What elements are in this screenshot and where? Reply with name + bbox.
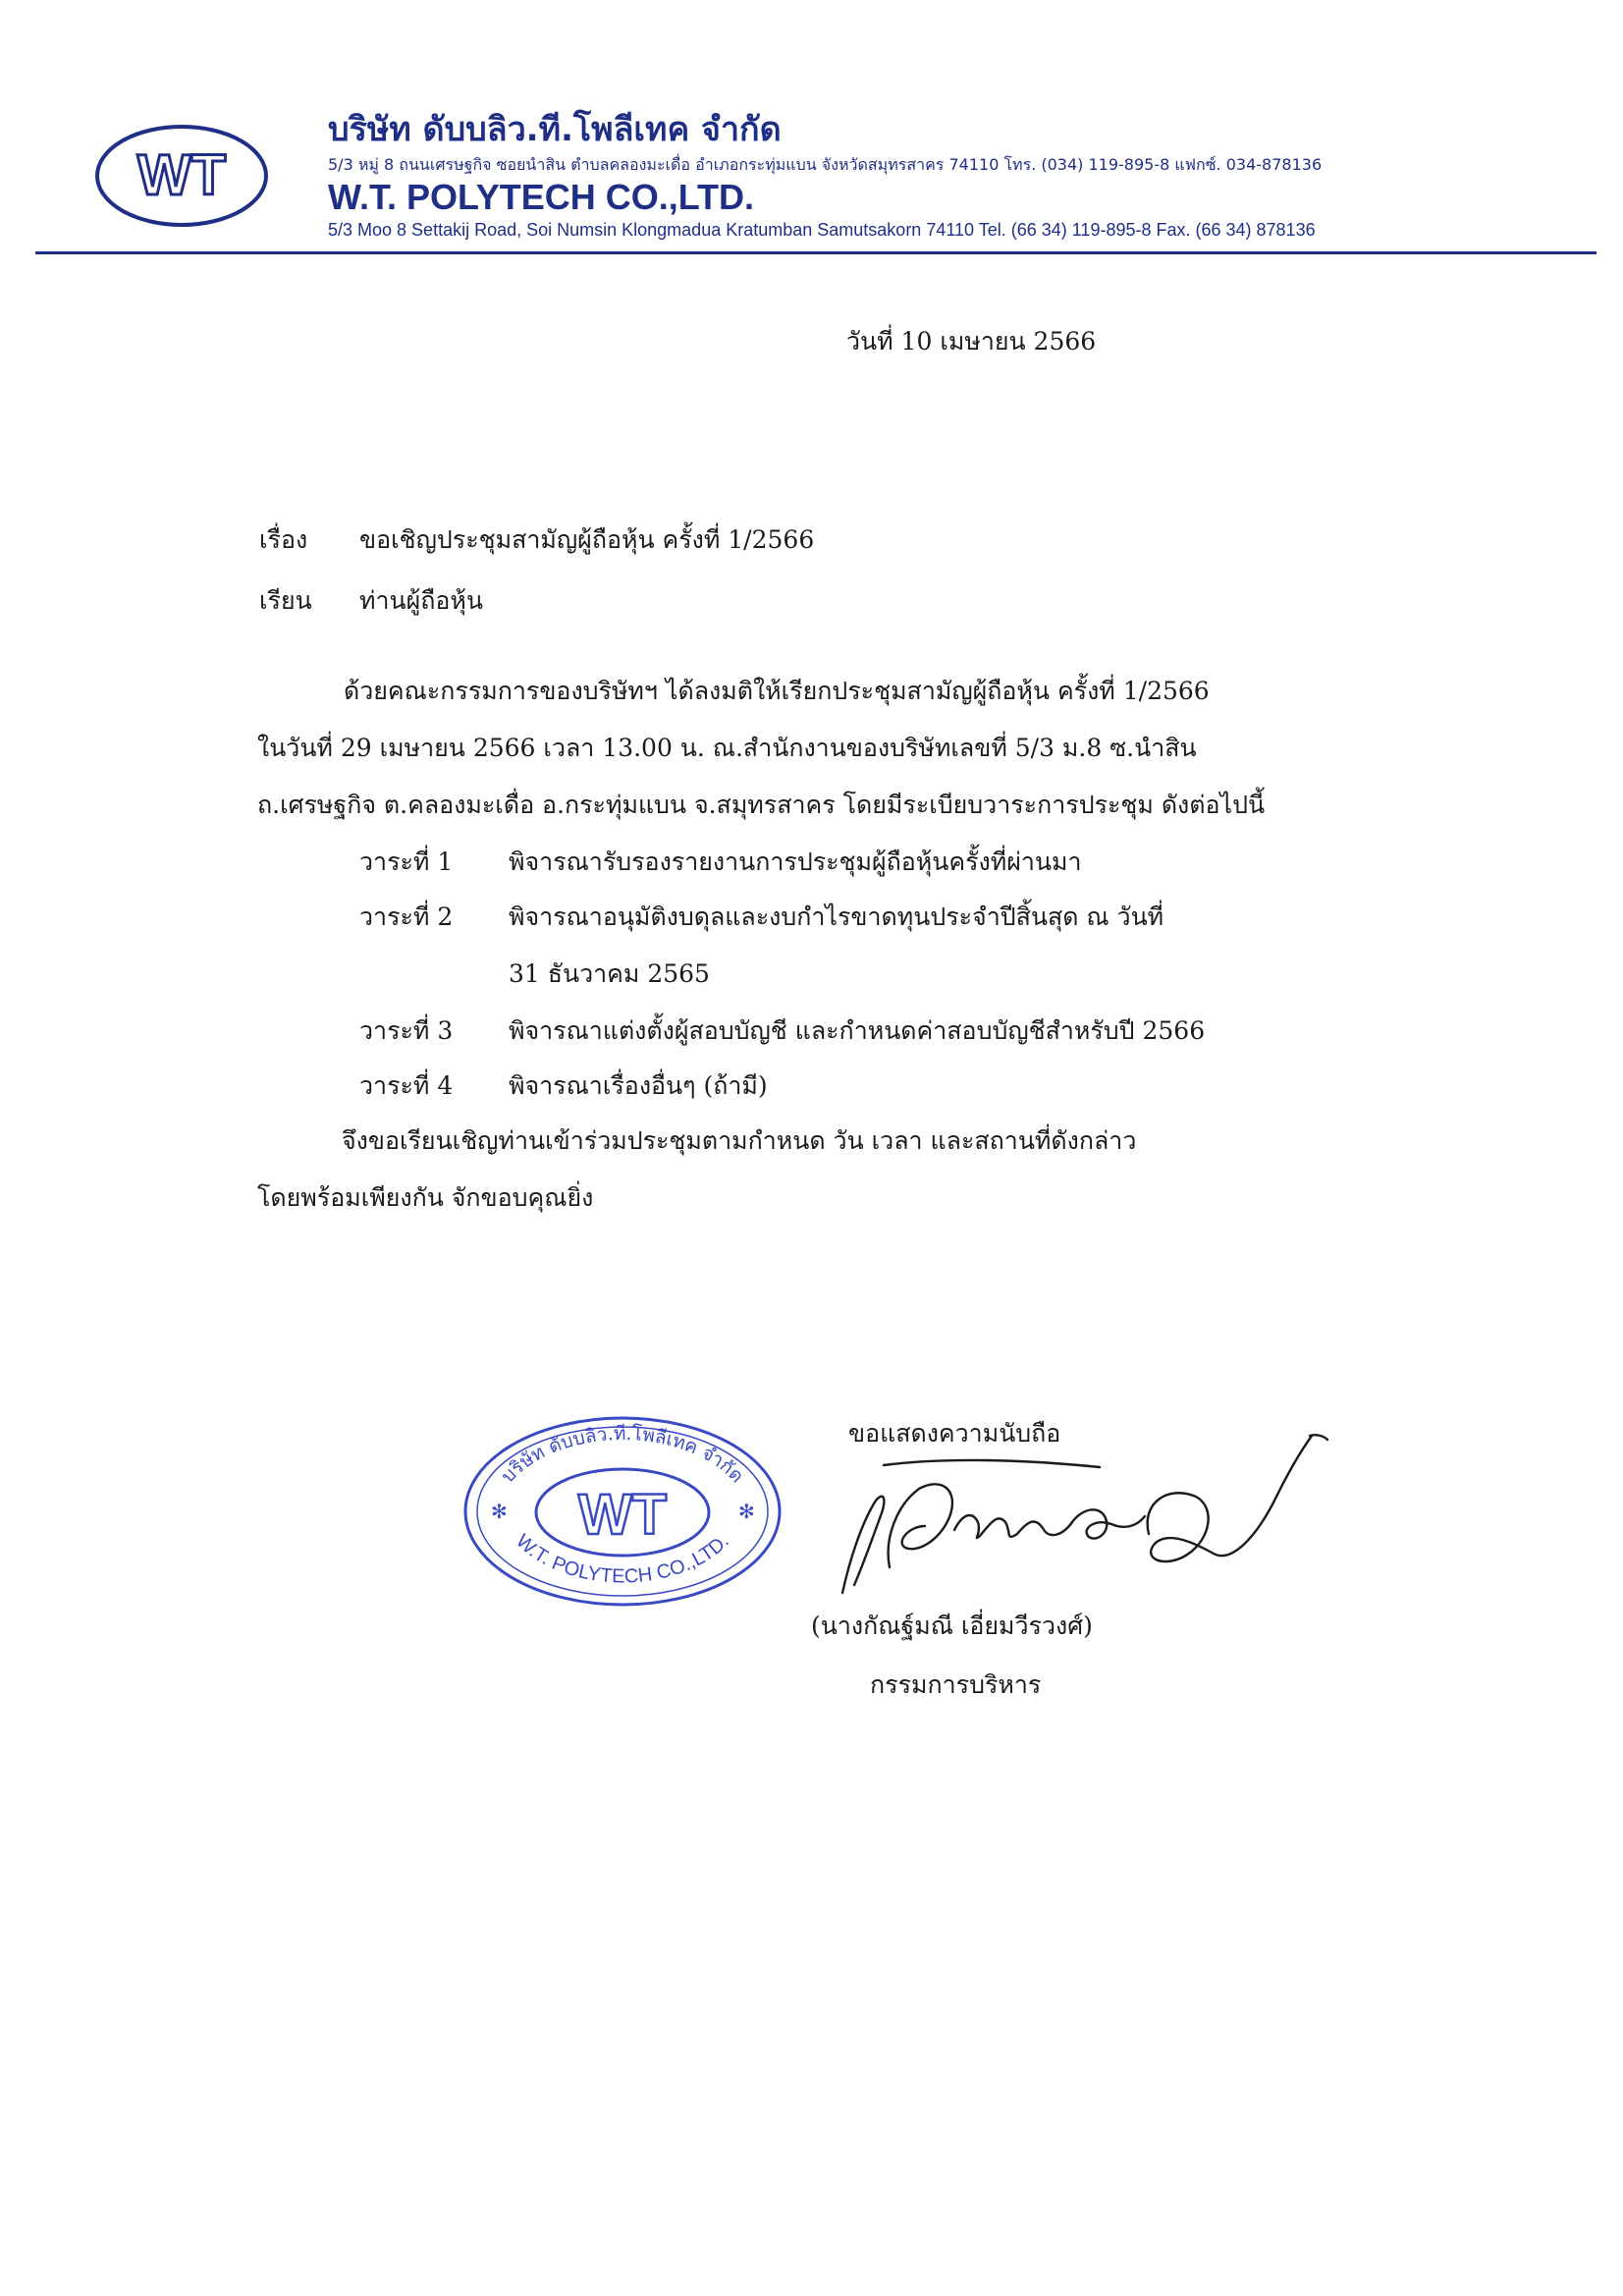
letterhead	[0, 0, 1623, 265]
subject-text: ขอเชิญประชุมสามัญผู้ถือหุ้น ครั้งที่ 1/2566	[359, 525, 815, 554]
company-name-thai: บริษัท ดับบลิว.ที.โพลีเทค จำกัด	[328, 110, 782, 149]
letter-date: วันที่ 10 เมษายน 2566	[846, 327, 1097, 355]
agenda-item-3-text: พิจารณาแต่งตั้งผู้สอบบัญชี และกำหนดค่าสอบบัญชีสำหรับปี 2566	[509, 1016, 1206, 1045]
company-seal-stamp	[461, 1414, 784, 1609]
company-address-thai: 5/3 หมู่ 8 ถนนเศรษฐกิจ ซอยนำสิน ตำบลคลองมะเดื่อ อำเภอกระทุ่มแบน จังหวัดสมุทรสาคร 74110 โทร. (034) 119-895-8 แฟกซ์. 034-878136	[328, 155, 1323, 174]
agenda-item-4-text: พิจารณาเรื่องอื่นๆ (ถ้ามี)	[509, 1071, 768, 1100]
seal-logo-text: WT	[577, 1483, 668, 1547]
regards-text: ขอแสดงความนับถือ	[848, 1419, 1061, 1448]
subject-label: เรื่อง	[259, 525, 308, 554]
company-logo	[94, 124, 269, 228]
recipient-text: ท่านผู้ถือหุ้น	[359, 586, 483, 615]
seal-star-left-icon: ✻	[491, 1500, 508, 1523]
agenda-item-1-number: วาระที่ 1	[359, 847, 454, 876]
seal-star-right-icon: ✻	[738, 1500, 755, 1523]
svg-text:บริษัท ดับบลิว.ที.โพลีเทค จำกั	[497, 1422, 747, 1487]
agenda-item-4-number: วาระที่ 4	[359, 1071, 454, 1100]
recipient-label: เรียน	[259, 586, 312, 615]
agenda-item-2-number: วาระที่ 2	[359, 902, 454, 931]
company-address-english: 5/3 Moo 8 Settakij Road, Soi Numsin Klongmadua Kratumban Samutsakorn 74110 Tel. (66 34) 119-895-8 Fax. (66 34) 878136	[328, 220, 1316, 240]
signer-position: กรรมการบริหาร	[870, 1670, 1042, 1699]
seal-text-thai: บริษัท ดับบลิว.ที.โพลีเทค จำกัด	[497, 1422, 748, 1488]
agenda-item-3-number: วาระที่ 3	[359, 1016, 454, 1045]
body-paragraph-line-1: ด้วยคณะกรรมการของบริษัทฯ ได้ลงมติให้เรียกประชุมสามัญผู้ถือหุ้น ครั้งที่ 1/2566	[344, 677, 1210, 705]
company-name-english: W.T. POLYTECH CO.,LTD.	[328, 177, 755, 217]
agenda-item-2-text: พิจารณาอนุมัติงบดุลและงบกำไรขาดทุนประจำปีสิ้นสุด ณ วันที่	[509, 902, 1164, 931]
seal-text-english: W.T. POLYTECH CO.,LTD.	[512, 1530, 733, 1588]
agenda-item-1-text: พิจารณารับรองรายงานการประชุมผู้ถือหุ้นครั้งที่ผ่านมา	[509, 847, 1082, 876]
body-paragraph-line-2: ในวันที่ 29 เมษายน 2566 เวลา 13.00 น. ณ.สำนักงานของบริษัทเลขที่ 5/3 ม.8 ซ.นำสิน	[257, 734, 1197, 762]
company-logo-text: WT	[136, 143, 227, 207]
signer-name: (นางกัณฐ์มณี เอี่ยมวีรวงศ์)	[811, 1612, 1093, 1640]
agenda-item-2-continuation: 31 ธันวาคม 2565	[509, 959, 710, 988]
letterhead-divider	[35, 251, 1596, 254]
body-paragraph-line-3: ถ.เศรษฐกิจ ต.คลองมะเดื่อ อ.กระทุ่มแบน จ.สมุทรสาคร โดยมีระเบียบวาระการประชุม ดังต่อไปนี้	[257, 791, 1266, 819]
closing-line-1: จึงขอเรียนเชิญท่านเข้าร่วมประชุมตามกำหนด วัน เวลา และสถานที่ดังกล่าว	[342, 1126, 1137, 1155]
handwritten-signature	[825, 1420, 1335, 1607]
closing-line-2: โดยพร้อมเพียงกัน จักขอบคุณยิ่ง	[257, 1183, 594, 1212]
